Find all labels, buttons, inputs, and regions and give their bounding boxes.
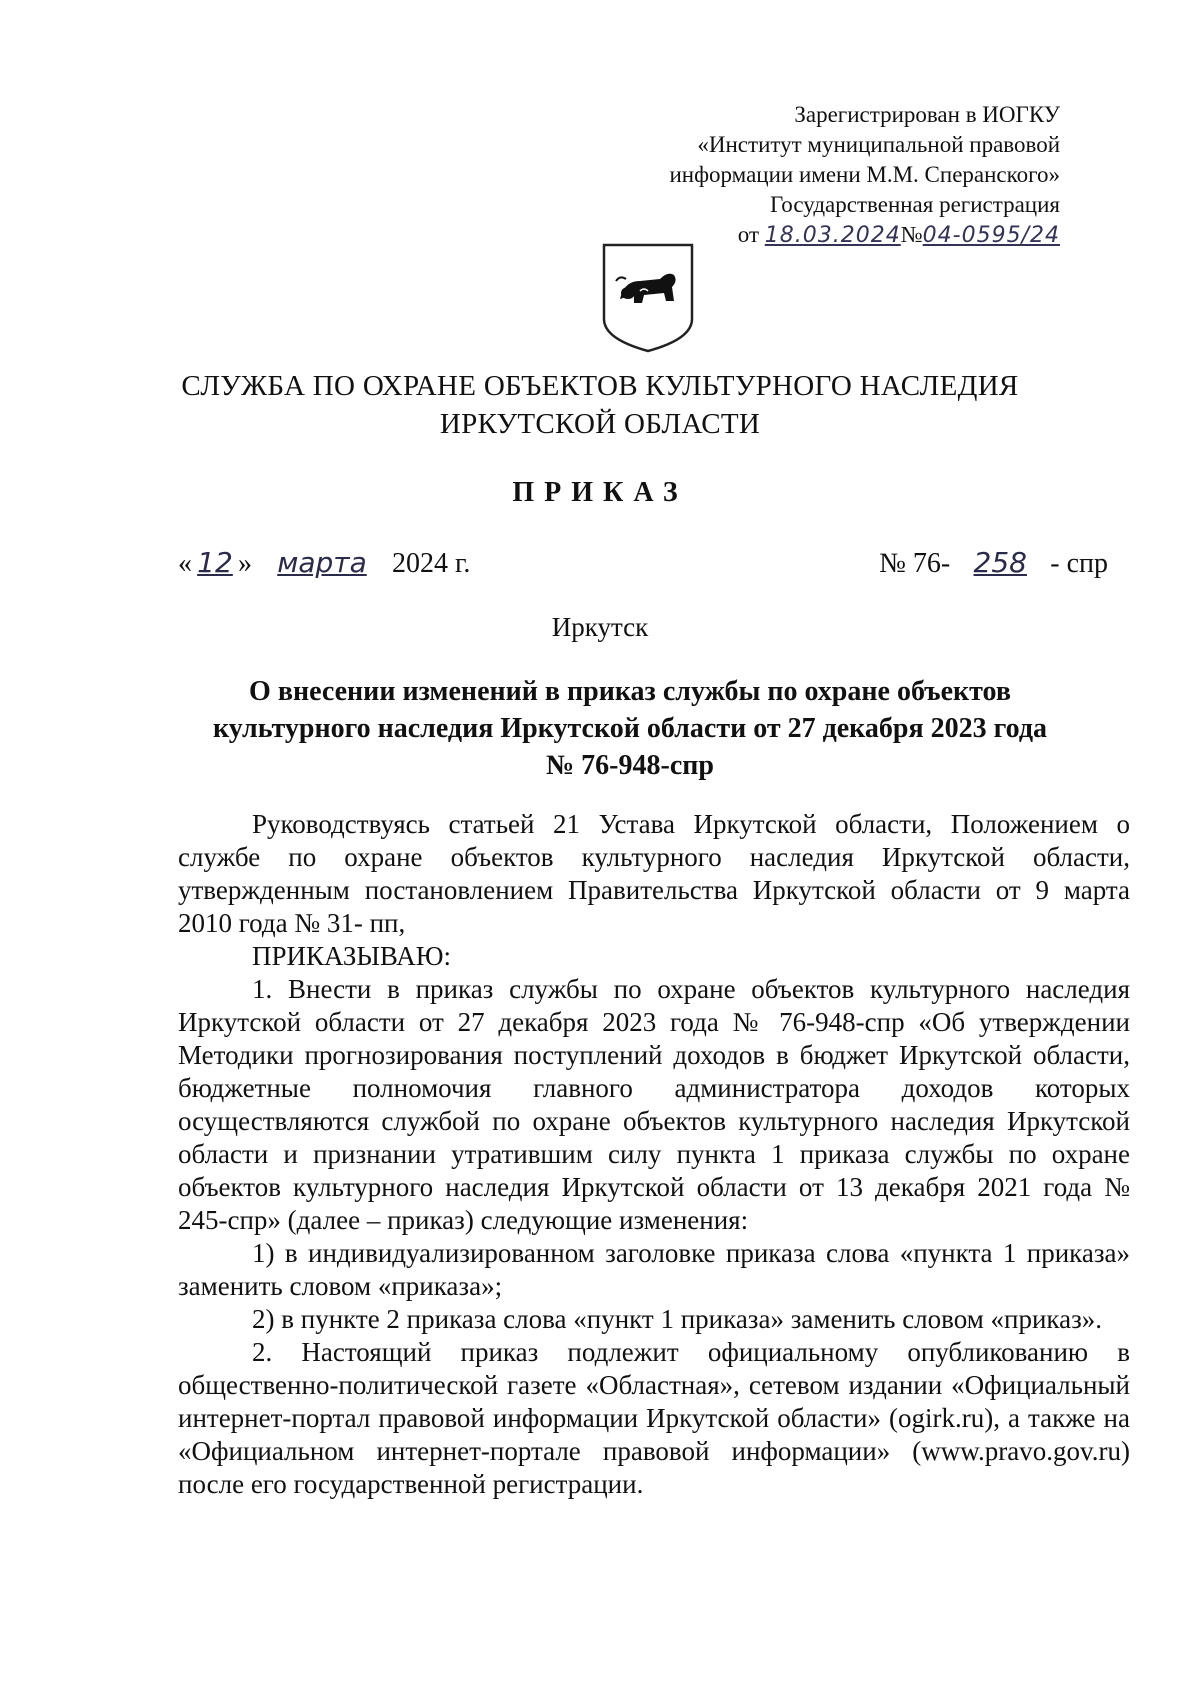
registration-stamp <box>670 100 1061 251</box>
organization-name <box>0 367 1200 443</box>
order-date <box>178 546 470 580</box>
body-order-word: ПРИКАЗЫВАЮ: <box>252 941 451 971</box>
order-number <box>879 546 1108 580</box>
body-item-1: 1. Внести в приказ службы по охране объектов культурного наследия Иркутской области от 27 декабря 2023 года № 76-948-спр «Об утверждении Методики прогнозирования поступлений доходов в бюджет Иркутской области, бюджетные полномочия главного администратора доходов которых осуществляются службой по охране объектов культурного наследия Иркутской области и признании утратившим силу пункта 1 приказа службы по охране объектов культурного наследия Иркутской области от 13 декабря 2021 года № 245-спр» (далее – приказ) следующие изменения: <box>178 974 1130 1235</box>
number-value-handwritten: 258 <box>973 546 1027 579</box>
registration-line-3: информации имени М.М. Сперанского» <box>669 162 1060 187</box>
number-prefix: № 76- <box>879 548 951 579</box>
order-subject <box>180 673 1080 784</box>
coat-of-arms-icon <box>600 241 696 354</box>
document-title: ПРИКАЗ <box>512 477 688 508</box>
registration-date-handwritten: 18.03.2024 <box>764 223 901 248</box>
body-item-1-2: 2) в пункте 2 приказа слова «пункт 1 приказа» заменить словом «приказ». <box>252 1304 1103 1334</box>
date-month-handwritten: марта <box>277 546 367 579</box>
registration-number-handwritten: 04-0595/24 <box>922 223 1060 248</box>
date-day-handwritten: 12 <box>197 546 233 579</box>
subject-line-1: О внесении изменений в приказ службы по охране объектов <box>249 676 1011 707</box>
order-body <box>178 808 1130 1501</box>
registration-line-2: «Институт муниципальной правовой <box>697 132 1060 157</box>
organization-line-1: СЛУЖБА ПО ОХРАНЕ ОБЪЕКТОВ КУЛЬТУРНОГО НАСЛЕДИЯ <box>181 370 1019 402</box>
date-year: 2024 г. <box>392 548 471 579</box>
number-suffix: - спр <box>1050 548 1108 579</box>
organization-line-2: ИРКУТСКОЙ ОБЛАСТИ <box>439 408 761 440</box>
registration-from-label: от <box>737 222 759 247</box>
subject-line-2: культурного наследия Иркутской области от 27 декабря 2023 года <box>213 713 1047 744</box>
body-item-1-1: 1) в индивидуализированном заголовке приказа слова «пункта 1 приказа» заменить словом «приказа»; <box>178 1238 1130 1301</box>
body-preamble: Руководствуясь статьей 21 Устава Иркутской области, Положением о службе по охране объектов культурного наследия Иркутской области, утвержденным постановлением Правительства Иркутской области от 9 марта 2010 года № 31- пп, <box>178 809 1130 938</box>
city: Иркутск <box>551 612 649 642</box>
registration-line-1: Зарегистрирован в ИОГКУ <box>794 102 1060 127</box>
body-item-2: 2. Настоящий приказ подлежит официальному опубликованию в общественно-политической газете «Областная», сетевом издании «Официальный интернет-портал правовой информации Иркутской области» (ogirk.ru), а также на «Официальном интернет-портале правовой информации» (www.pravo.gov.ru) после его государственной регистрации. <box>178 1337 1130 1499</box>
registration-line-4: Государственная регистрация <box>770 192 1060 217</box>
registration-no-label: № <box>900 222 923 247</box>
registration-line-5 <box>670 220 1061 251</box>
subject-line-3: № 76-948-спр <box>546 750 714 781</box>
date-close-quote: » <box>238 548 252 579</box>
date-open-quote: « <box>178 548 192 579</box>
